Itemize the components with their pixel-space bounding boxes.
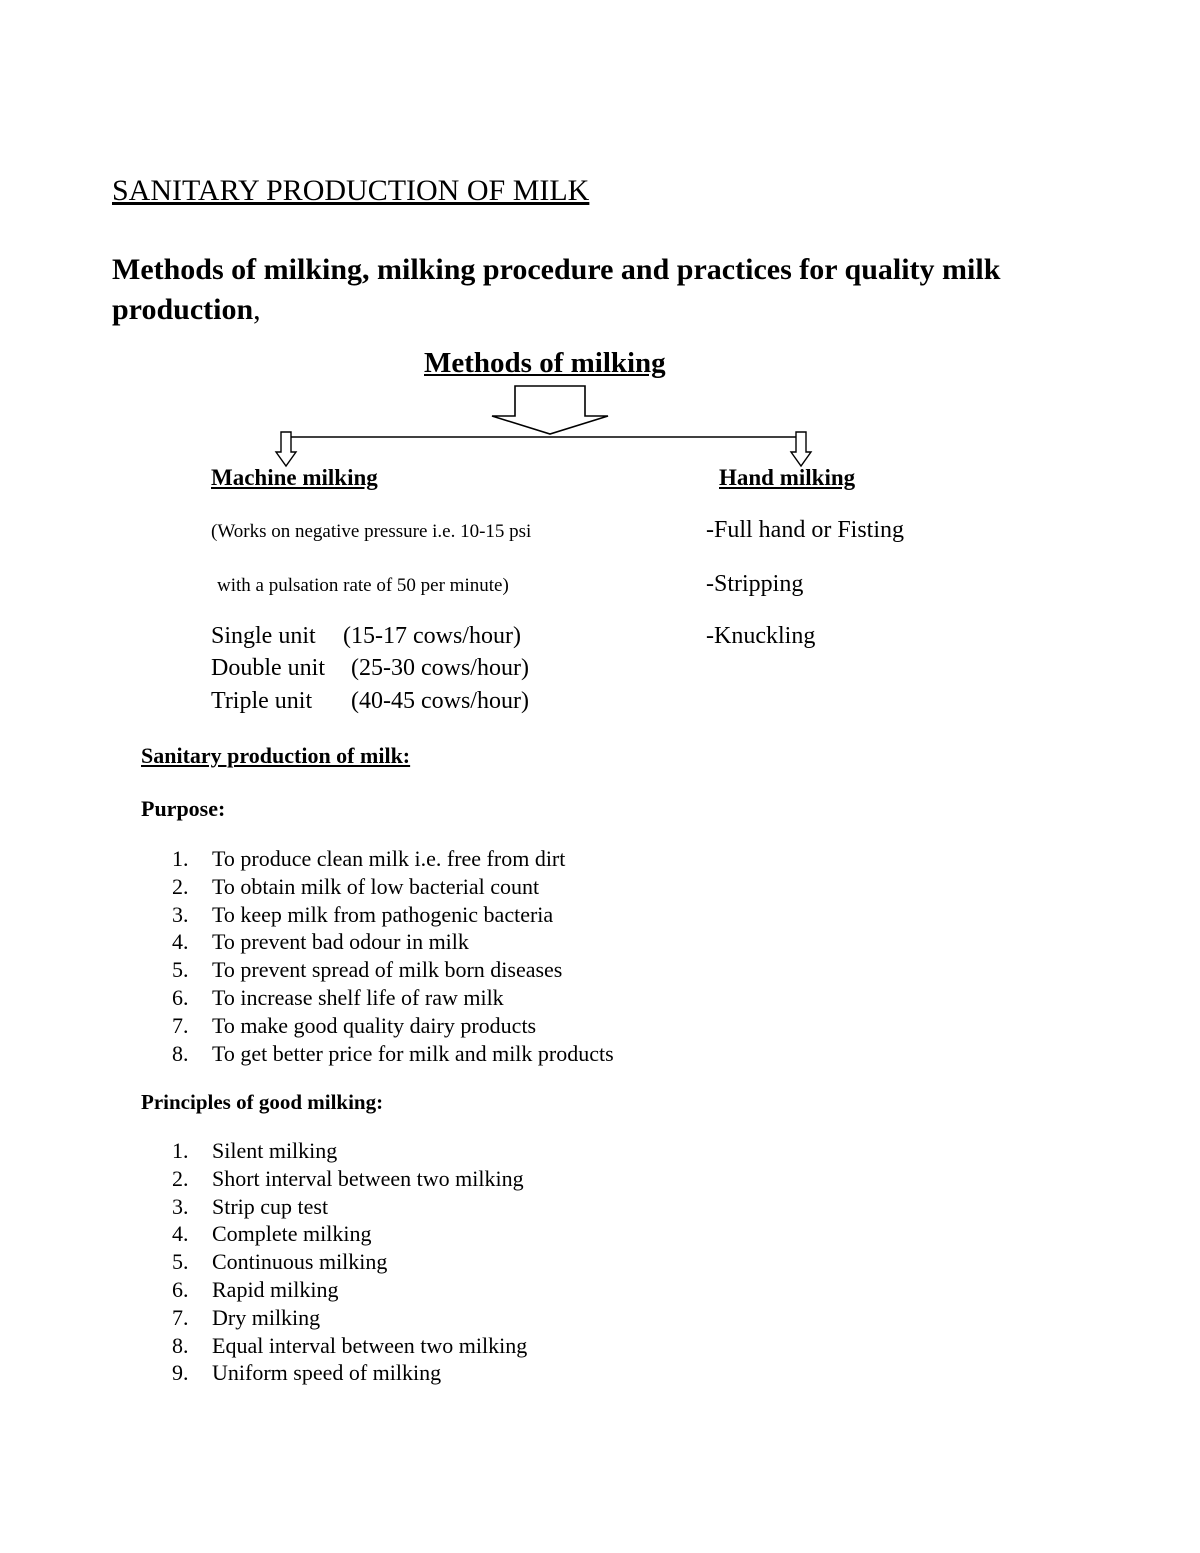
- purpose-list: [172, 845, 614, 1067]
- sanitary-heading: Sanitary production of milk:: [141, 743, 411, 768]
- unit-rate: (25-30 cows/hour): [351, 655, 529, 681]
- unit-name: Double unit: [211, 655, 325, 681]
- document-title: SANITARY PRODUCTION OF MILK: [112, 174, 590, 207]
- unit-row: [211, 655, 529, 682]
- principles-heading: Principles of good milking:: [141, 1090, 384, 1114]
- subheading-punct: ,: [253, 293, 261, 326]
- list-item: 4. To prevent bad odour in milk: [172, 929, 469, 955]
- list-item: 5. Continuous milking: [172, 1249, 388, 1275]
- list-item: 1. Silent milking: [172, 1138, 338, 1163]
- unit-rate: (15-17 cows/hour): [343, 623, 521, 649]
- list-item: 7. Dry milking: [172, 1304, 321, 1330]
- hand-milking-heading: Hand milking: [719, 465, 856, 490]
- hand-item: -Knuckling: [706, 623, 816, 649]
- methods-title: Methods of milking: [424, 347, 666, 379]
- list-item: 5. To prevent spread of milk born diseases: [172, 957, 563, 983]
- list-item: 3. To keep milk from pathogenic bacteria: [172, 901, 554, 927]
- unit-row: [211, 623, 521, 650]
- machine-note-line2: with a pulsation rate of 50 per minute): [217, 575, 509, 596]
- unit-row: [211, 688, 529, 715]
- unit-name: Single unit: [211, 623, 316, 649]
- list-item: 1. To produce clean milk i.e. free from dirt: [172, 846, 566, 871]
- principles-list: [172, 1137, 527, 1387]
- hand-item: -Full hand or Fisting: [706, 517, 905, 543]
- branch-diagram: [260, 380, 820, 470]
- list-item: 8. Equal interval between two milking: [172, 1332, 528, 1358]
- list-item: 7. To make good quality dairy products: [172, 1012, 537, 1038]
- machine-note-line1: (Works on negative pressure i.e. 10-15 psi: [211, 521, 532, 542]
- list-item: 2. Short interval between two milking: [172, 1165, 524, 1191]
- purpose-heading: Purpose:: [141, 796, 226, 821]
- list-item: 6. Rapid milking: [172, 1276, 339, 1302]
- subheading: [112, 250, 1102, 330]
- list-item: 8. To get better price for milk and milk products: [172, 1040, 614, 1066]
- list-item: 2. To obtain milk of low bacterial count: [172, 873, 540, 899]
- list-item: 9. Uniform speed of milking: [172, 1360, 442, 1386]
- list-item: 4. Complete milking: [172, 1221, 372, 1247]
- subheading-text: Methods of milking, milking procedure and practices for quality milk production: [112, 253, 1001, 326]
- hand-item: -Stripping: [706, 571, 804, 597]
- unit-name: Triple unit: [211, 688, 313, 714]
- machine-milking-heading: Machine milking: [211, 465, 378, 490]
- unit-rate: (40-45 cows/hour): [351, 688, 529, 714]
- list-item: 3. Strip cup test: [172, 1193, 329, 1219]
- list-item: 6. To increase shelf life of raw milk: [172, 984, 504, 1010]
- main-down-arrow: [492, 386, 608, 434]
